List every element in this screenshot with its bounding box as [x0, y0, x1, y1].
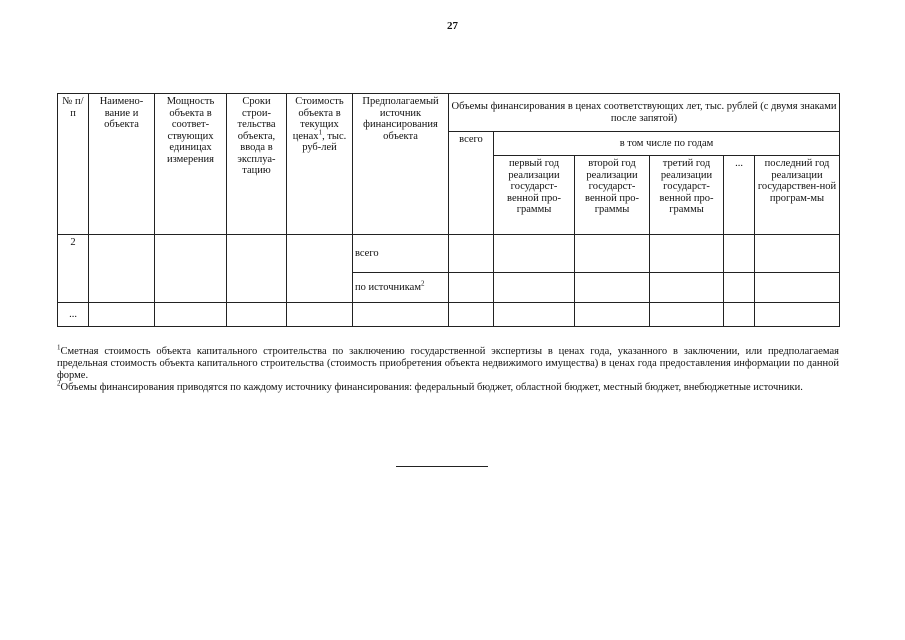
cell-year1 [494, 273, 575, 303]
footnote-ref-1: 1 [318, 128, 323, 136]
cell-name [89, 235, 155, 303]
cell-ellipsis [724, 303, 755, 327]
header-cost-text: Стоимость объекта в текущих ценах [292, 96, 344, 142]
footnote-2-text: Объемы финансирования приводятся по каждому источнику финансирования: федеральный бюджет, областной бюджет, местный бюджет, внебюджетные источники. [60, 382, 803, 393]
page-number: 27 [447, 20, 458, 32]
cell-source-total: всего [353, 235, 449, 273]
cell-year1 [494, 303, 575, 327]
cell-total [449, 273, 494, 303]
cell-year2 [575, 303, 650, 327]
cell-name [89, 303, 155, 327]
footnote-1 [57, 343, 839, 382]
header-source: Предполагаемый источник финансирования объекта [353, 94, 449, 235]
cell-cost [287, 303, 353, 327]
header-year2: второй год реализации государст-венной про-граммы [575, 156, 650, 235]
header-by-years: в том числе по годам [494, 132, 840, 156]
header-capacity: Мощность объекта в соответ-ствующих единицах измерения [155, 94, 227, 235]
row-num: 2 [58, 235, 89, 303]
cell-last-year [755, 235, 840, 273]
header-total: всего [449, 132, 494, 235]
cell-cost [287, 235, 353, 303]
row-num: ... [58, 303, 89, 327]
cell-year3 [650, 235, 724, 273]
footnote-2 [57, 379, 839, 394]
header-name: Наимено-вание и объекта [89, 94, 155, 235]
cell-year2 [575, 273, 650, 303]
cell-year2 [575, 235, 650, 273]
cell-last-year [755, 273, 840, 303]
header-num: № п/п [58, 94, 89, 235]
cell-terms [227, 235, 287, 303]
table-row [58, 235, 840, 273]
end-divider [396, 466, 488, 467]
cell-ellipsis [724, 235, 755, 273]
header-volumes: Объемы финансирования в ценах соответствующих лет, тыс. рублей (с двумя знаками после запятой) [449, 94, 840, 132]
cell-source [353, 303, 449, 327]
cell-year3 [650, 273, 724, 303]
header-last-year: последний год реализации государствен-ной програм-мы [755, 156, 840, 235]
footnote-1-text: Сметная стоимость объекта капитального строительства по заключению государственной экспертизы в ценах года, указанного в заключении, или предполагаемая предельная стоимость объекта капитального строительства (стоимость приобретения объекта недвижимого имущества) в ценах года предоставления информации по данной форме. [57, 346, 839, 381]
header-cost-unit: , тыс. руб-лей [302, 130, 347, 153]
cell-total [449, 303, 494, 327]
footnote-2-mark: 2 [57, 379, 61, 388]
header-ellipsis: ... [724, 156, 755, 235]
footnote-ref-2: 2 [420, 279, 425, 288]
source-by-sources-text: по источникам [355, 281, 421, 293]
financing-table [57, 93, 840, 327]
cell-capacity [155, 235, 227, 303]
header-year1: первый год реализации государст-венной про-граммы [494, 156, 575, 235]
header-cost [287, 94, 353, 235]
cell-last-year [755, 303, 840, 327]
cell-ellipsis [724, 273, 755, 303]
cell-year1 [494, 235, 575, 273]
footnotes [57, 343, 839, 394]
header-year3: третий год реализации государст-венной про-граммы [650, 156, 724, 235]
cell-year3 [650, 303, 724, 327]
table-row [58, 303, 840, 327]
cell-terms [227, 303, 287, 327]
cell-total [449, 235, 494, 273]
cell-source-by-sources [353, 273, 449, 303]
cell-capacity [155, 303, 227, 327]
header-terms: Сроки строи-тельства объекта, ввода в эксплуа-тацию [227, 94, 287, 235]
footnote-1-mark: 1 [57, 343, 61, 352]
